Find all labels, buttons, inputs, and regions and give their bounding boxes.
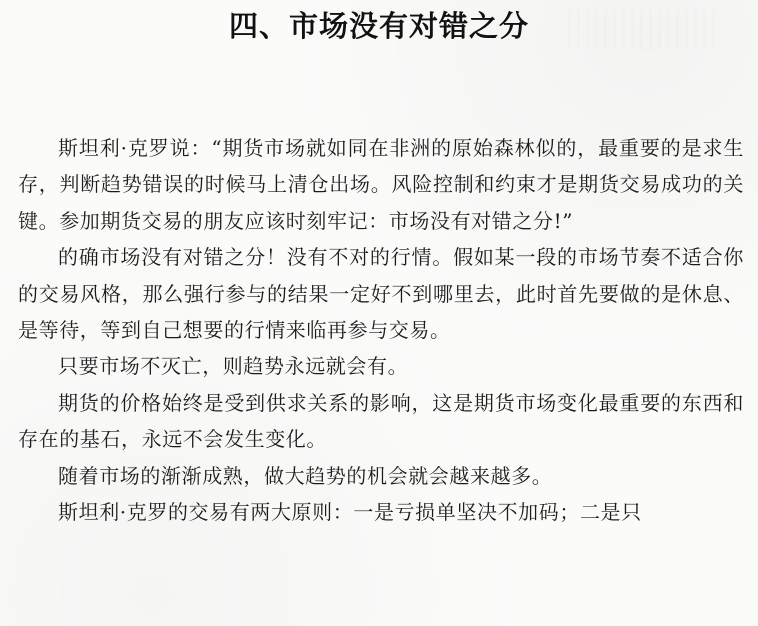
paragraph-stanley-kroll-quote: 斯坦利·克罗说：“期货市场就如同在非洲的原始森林似的，最重要的是求生存，判断趋势错误的时候马上清仓出场。风险控制和约束才是期货交易成功的关键。参加期货交易的朋友应该时刻牢记：市场没有对错之分!” [18, 136, 744, 233]
paragraph-no-right-or-wrong: 的确市场没有对错之分！没有不对的行情。假如某一段的市场节奏不适合你的交易风格，那么强行参与的结果一定好不到哪里去，此时首先要做的是休息、是等待，等到自己想要的行情来临再参与交易。 [18, 245, 744, 343]
body-text [18, 130, 744, 530]
paragraph-trend-always-exists: 只要市场不灭亡，则趋势永远就会有。 [58, 354, 409, 379]
section-title: 四、市场没有对错之分 [228, 9, 529, 43]
paragraph-market-maturity: 随着市场的渐渐成熟，做大趋势的机会就会越来越多。 [58, 463, 553, 488]
paragraph-supply-demand: 期货的价格始终是受到供求关系的影响，这是期货市场变化最重要的东西和存在的基石，永远不会发生变化。 [18, 390, 744, 452]
paragraph-two-principles: 斯坦利·克罗的交易有两大原则：一是亏损单坚决不加码；二是只 [58, 500, 642, 525]
